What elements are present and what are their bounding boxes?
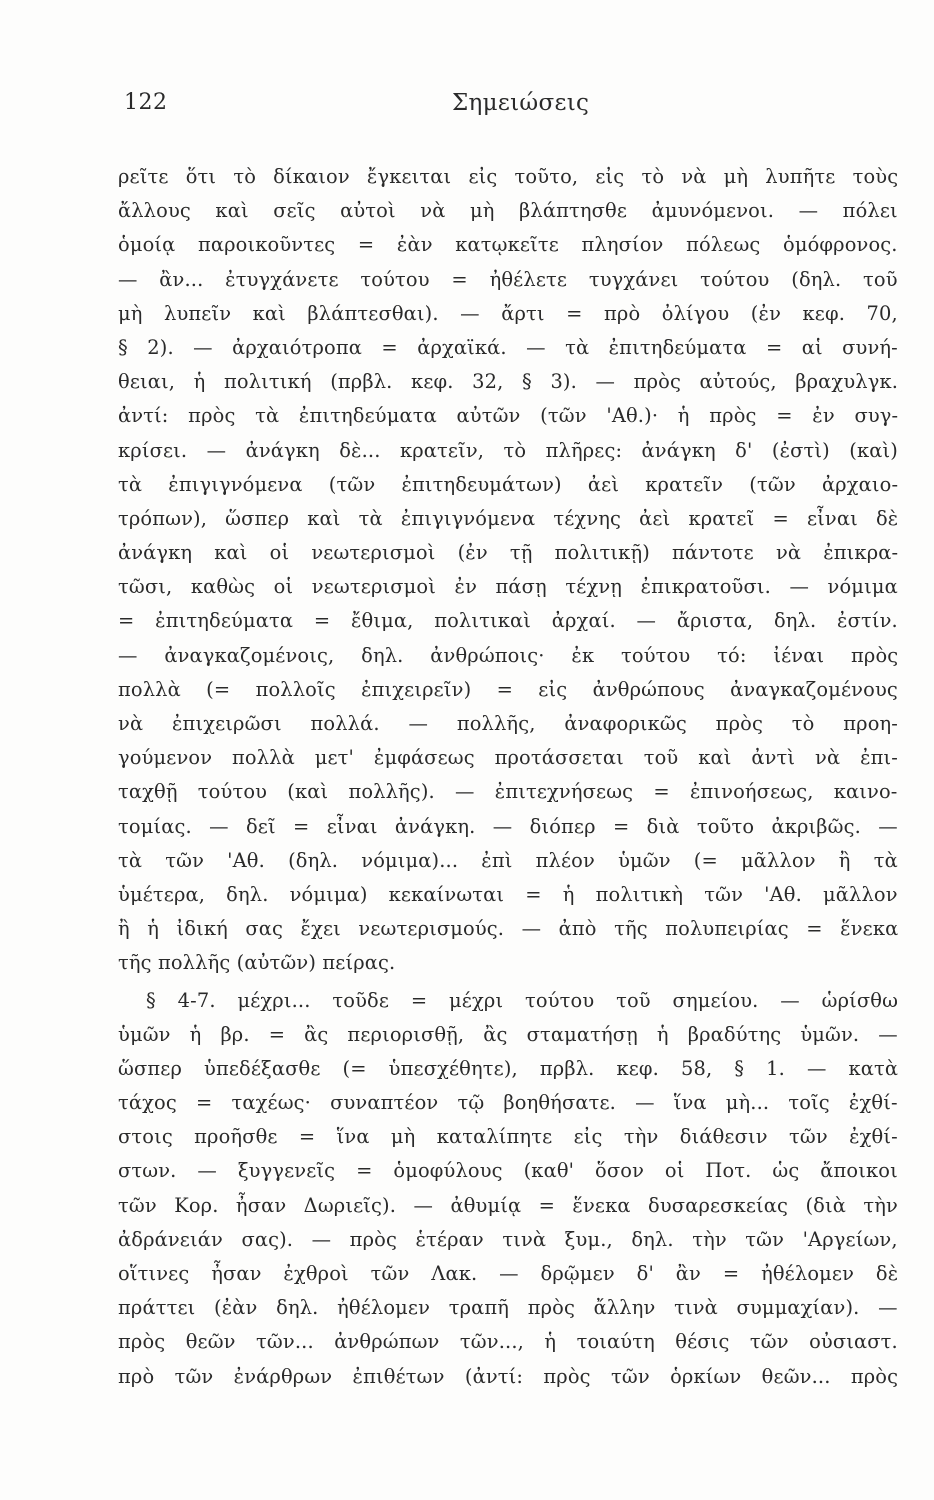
text-line: ὁμοίᾳ παροικοῦντες = ἐὰν κατῳκεῖτε πλησίον πόλεως ὁμόφρονος.	[118, 233, 898, 257]
text-line: τὰ ἐπιγιγνόμενα (τῶν ἐπιτηδευμάτων) ἀεὶ κρατεῖν (τῶν ἀρχαιο-	[118, 472, 899, 496]
text-line: γούμενον πολλὰ μετ' ἐμφάσεως προτάσσεται τοῦ καὶ ἀντὶ νὰ ἐπι-	[118, 746, 898, 770]
text-line: πρὸς θεῶν τῶν... ἀνθρώπων τῶν..., ἡ τοιαύτη θέσις τῶν οὐσιαστ.	[118, 1330, 898, 1354]
text-line: θειαι, ἡ πολιτική (πρβλ. κεφ. 32, § 3). — πρὸς αὐτούς, βραχυλγκ.	[118, 370, 899, 394]
text-line: νὰ ἐπιχειρῶσι πολλά. — πολλῆς, ἀναφορικῶς πρὸς τὸ προη-	[118, 712, 899, 735]
text-line: ταχθῇ τούτου (καὶ πολλῆς). — ἐπιτεχνήσεως = ἐπινοήσεως, καινο-	[118, 780, 898, 804]
text-line: στων. — ξυγγενεῖς = ὁμοφύλους (καθ' ὅσον οἱ Ποτ. ὡς ἄποικοι	[118, 1159, 898, 1183]
text-line: ἀντί: πρὸς τὰ ἐπιτηδεύματα αὐτῶν (τῶν 'Αθ.)· ἡ πρὸς = ἐν συγ-	[118, 404, 899, 428]
text-line: τάχος = ταχέως· συναπτέον τῷ βοηθήσατε. — ἵνα μὴ... τοῖς ἐχθί-	[118, 1091, 898, 1115]
text-line: πράττει (ἐὰν δηλ. ἠθέλομεν τραπῆ πρὸς ἄλλην τινὰ συμμαχίαν). —	[118, 1296, 898, 1320]
text-line: § 2). — ἀρχαιότροπα = ἀρχαϊκά. — τὰ ἐπιτηδεύματα = αἱ συνή-	[118, 335, 898, 359]
text-line: ὑμῶν ἡ βρ. = ἂς περιορισθῇ, ἂς σταματήσῃ ἡ βραδύτης ὑμῶν. —	[118, 1022, 898, 1046]
text-line: ὥσπερ ὑπεδέξασθε (= ὑπεσχέθητε), πρβλ. κεφ. 58, § 1. — κατὰ	[118, 1056, 899, 1080]
text-line: ἀνάγκη καὶ οἱ νεωτερισμοὶ (ἐν τῇ πολιτικῇ) πάντοτε νὰ ἐπικρα-	[118, 541, 899, 565]
page-header	[124, 90, 904, 130]
text-line: — ἀναγκαζομένοις, δηλ. ἀνθρώποις· ἐκ τούτου τό: ἰέναι πρὸς	[118, 643, 899, 667]
text-line: μὴ λυπεῖν καὶ βλάπτεσθαι). — ἄρτι = πρὸ ὀλίγου (ἐν κεφ. 70,	[118, 301, 898, 325]
text-line: τῶν Κορ. ἦσαν Δωριεῖς). — ἀθυμίᾳ = ἕνεκα δυσαρεσκείας (διὰ τὴν	[118, 1193, 898, 1217]
text-line: ἀδράνειάν σας). — πρὸς ἑτέραν τινὰ ξυμ., δηλ. τὴν τῶν 'Αργείων,	[118, 1227, 898, 1251]
text-line: στοις προῆσθε = ἵνα μὴ καταλίπητε εἰς τὴν διάθεσιν τῶν ἐχθί-	[118, 1125, 898, 1149]
text-line: § 4-7. μέχρι... τοῦδε = μέχρι τούτου τοῦ σημείου. — ὡρίσθω	[146, 988, 899, 1012]
text-line: ἢ ἡ ἰδική σας ἔχει νεωτερισμούς. — ἀπὸ τῆς πολυπειρίας = ἕνεκα	[118, 917, 899, 941]
text-line: πρὸ τῶν ἐνάρθρων ἐπιθέτων (ἀντί: πρὸς τῶν ὁρκίων θεῶν... πρὸς	[118, 1364, 899, 1388]
text-line: ὑμέτερα, δηλ. νόμιμα) κεκαίνωται = ἡ πολιτικὴ τῶν 'Αθ. μᾶλλον	[118, 882, 898, 906]
text-line: οἵτινες ἦσαν ἐχθροὶ τῶν Λακ. — δρῷμεν δ' ἂν = ἠθέλομεν δὲ	[118, 1262, 899, 1285]
text-line: κρίσει. — ἀνάγκη δὲ... κρατεῖν, τὸ πλῆρες: ἀνάγκη δ' (ἐστὶ) (καὶ)	[118, 438, 899, 462]
text-line: τῶσι, καθὼς οἱ νεωτερισμοὶ ἐν πάσῃ τέχνῃ ἐπικρατοῦσι. — νόμιμα	[118, 575, 898, 599]
text-line: τρόπων), ὥσπερ καὶ τὰ ἐπιγιγνόμενα τέχνης ἀεὶ κρατεῖ = εἶναι δὲ	[118, 506, 899, 530]
body-text	[118, 160, 898, 1394]
text-line: πολλὰ (= πολλοῖς ἐπιχειρεῖν) = εἰς ἀνθρώπους ἀναγκαζομένους	[118, 677, 898, 701]
text-line: ἄλλους καὶ σεῖς αὐτοὶ νὰ μὴ βλάπτησθε ἀμυνόμενοι. — πόλει	[118, 199, 898, 223]
text-line: — ἂν... ἐτυγχάνετε τούτου = ἠθέλετε τυγχάνει τούτου (δηλ. τοῦ	[118, 267, 898, 291]
text-line: = ἐπιτηδεύματα = ἔθιμα, πολιτικαὶ ἀρχαί. — ἄριστα, δηλ. ἐστίν.	[118, 609, 898, 633]
text-line: ρεῖτε ὅτι τὸ δίκαιον ἔγκειται εἰς τοῦτο, εἰς τὸ νὰ μὴ λυπῆτε τοὺς	[118, 165, 899, 188]
text-line: τῆς πολλῆς (αὐτῶν) πείρας.	[118, 951, 396, 975]
running-title: Σημειώσεις	[452, 90, 590, 116]
text-line: τομίας. — δεῖ = εἶναι ἀνάγκη. — διόπερ = διὰ τοῦτο ἀκριβῶς. —	[118, 814, 898, 838]
text-line: τὰ τῶν 'Αθ. (δηλ. νόμιμα)... ἐπὶ πλέον ὑμῶν (= μᾶλλον ἢ τὰ	[118, 848, 898, 872]
page-number: 122	[124, 90, 168, 115]
